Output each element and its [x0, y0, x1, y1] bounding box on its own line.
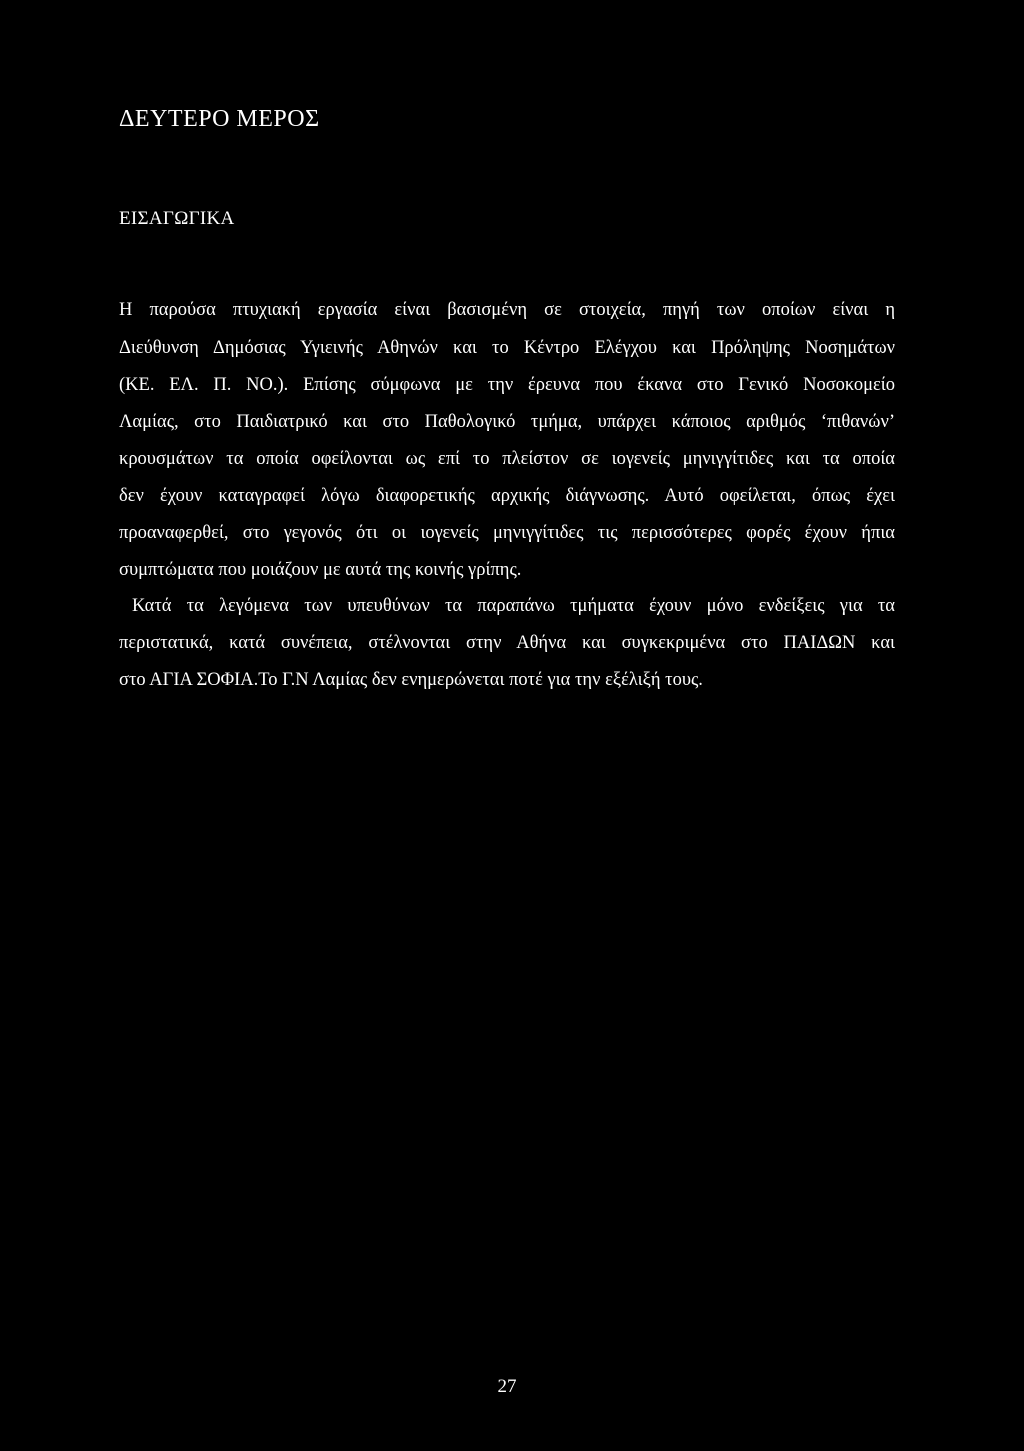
- paragraph-line: κρουσμάτων τα οποία οφείλονται ως επί το πλείστον σε ιογενείς μηνιγγίτιδες και τα οποία: [119, 449, 895, 469]
- paragraph-line: Κατά τα λεγόμενα των υπευθύνων τα παραπάνω τμήματα έχουν μόνο ενδείξεις για τα: [132, 596, 895, 616]
- paragraph-line: περιστατικά, κατά συνέπεια, στέλνονται στην Αθήνα και συγκεκριμένα στο ΠΑΙΔΩΝ και: [119, 633, 895, 653]
- page-number: 27: [497, 1376, 517, 1397]
- paragraph-line: (ΚΕ. ΕΛ. Π. ΝΟ.). Επίσης σύμφωνα με την έρευνα που έκανα στο Γενικό Νοσοκομείο: [119, 375, 895, 395]
- part-title: ΔΕΥΤΕΡΟ ΜΕΡΟΣ: [119, 106, 320, 132]
- paragraph-line: συμπτώματα που μοιάζουν με αυτά της κοινής γρίπης.: [119, 560, 522, 580]
- paragraph-line: Λαμίας, στο Παιδιατρικό και στο Παθολογικό τμήμα, υπάρχει κάποιος αριθμός ‘πιθανών’: [119, 412, 895, 432]
- paragraph-line: στο ΑΓΙΑ ΣΟΦΙΑ.Το Γ.Ν Λαμίας δεν ενημερώνεται ποτέ για την εξέλιξή τους.: [119, 670, 703, 690]
- paragraph-line: Η παρούσα πτυχιακή εργασία είναι βασισμένη σε στοιχεία, πηγή των οποίων είναι η: [119, 300, 895, 320]
- paragraph-line: Διεύθυνση Δημόσιας Υγιεινής Αθηνών και το Κέντρο Ελέγχου και Πρόληψης Νοσημάτων: [119, 338, 895, 358]
- section-title: ΕΙΣΑΓΩΓΙΚΑ: [119, 208, 235, 229]
- paragraph-line: δεν έχουν καταγραφεί λόγω διαφορετικής αρχικής διάγνωσης. Αυτό οφείλεται, όπως έχει: [119, 486, 895, 506]
- paragraph-line: προαναφερθεί, στο γεγονός ότι οι ιογενείς μηνιγγίτιδες τις περισσότερες φορές έχουν ήπια: [119, 523, 895, 543]
